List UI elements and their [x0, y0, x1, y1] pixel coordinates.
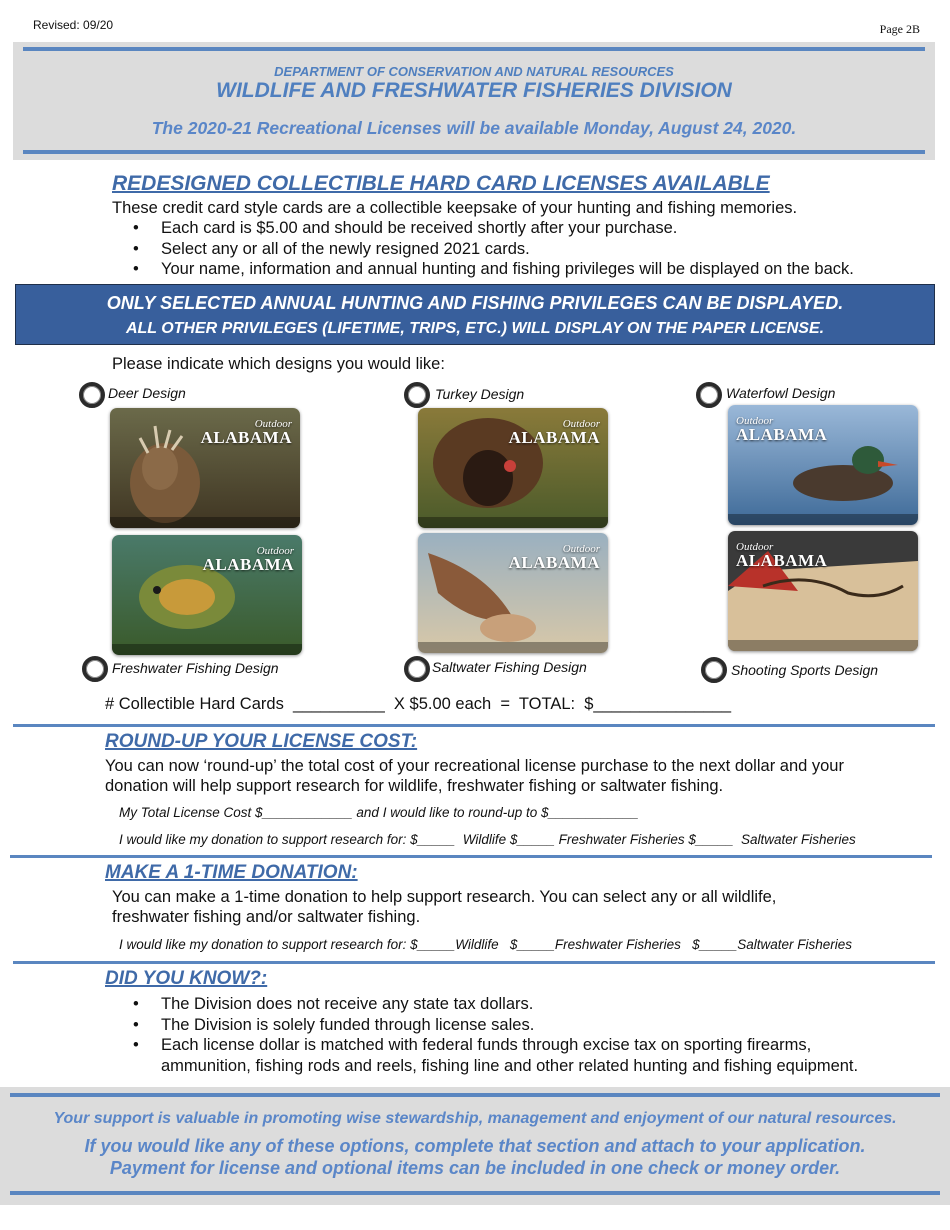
- revised-date: Revised: 09/20: [33, 18, 114, 32]
- footer-line-1: Your support is valuable in promoting wise stewardship, management and enjoyment of our natural resources.: [53, 1110, 897, 1127]
- turkey-design-radio[interactable]: [404, 382, 430, 408]
- waterfowl-design-radio[interactable]: [696, 382, 722, 408]
- roundup-cost-line[interactable]: My Total License Cost $____________ and I would like to round-up to $____________: [119, 805, 639, 820]
- list-item: • The Division does not receive any state tax dollars.: [113, 994, 858, 1015]
- roundup-text-1: You can now ‘round-up’ the total cost of your recreational license purchase to the next dollar and your: [105, 757, 844, 775]
- card-strip: [418, 642, 608, 653]
- deer-card-image: [110, 408, 300, 528]
- footer-line-3: Payment for license and optional items can be included in one check or money order.: [109, 1158, 841, 1178]
- header-bottom-rule: [23, 150, 925, 154]
- saltwater-card-image: [418, 533, 608, 653]
- department-title: DEPARTMENT OF CONSERVATION AND NATURAL RESOURCES: [274, 64, 674, 79]
- divider: [10, 855, 932, 858]
- card-strip: [418, 517, 608, 528]
- list-item: • Each license dollar is matched with federal funds through excise tax on sporting firearms,: [113, 1035, 858, 1056]
- card-brand: Outdoor ALABAMA: [508, 418, 600, 447]
- donation-title: MAKE A 1-TIME DONATION:: [105, 862, 358, 883]
- header-top-rule: [23, 47, 925, 51]
- redesigned-bullets: [113, 218, 854, 280]
- card-strip: [728, 640, 918, 651]
- card-strip: [112, 644, 302, 655]
- availability-notice: The 2020-21 Recreational Licenses will be available Monday, August 24, 2020.: [151, 118, 797, 138]
- division-title: WILDLIFE AND FRESHWATER FISHERIES DIVISION: [216, 79, 732, 102]
- footer-line-2: If you would like any of these options, complete that section and attach to your application.: [84, 1136, 866, 1156]
- list-item: • The Division is solely funded through license sales.: [113, 1015, 858, 1036]
- deer-design-radio[interactable]: [79, 382, 105, 408]
- card-brand: Outdoor ALABAMA: [200, 418, 292, 447]
- turkey-card-image: [418, 408, 608, 528]
- donation-text-1: You can make a 1-time donation to help support research. You can select any or all wildlife,: [112, 888, 777, 906]
- freshwater-design-radio[interactable]: [82, 656, 108, 682]
- notice-line-1: ONLY SELECTED ANNUAL HUNTING AND FISHING PRIVILEGES CAN BE DISPLAYED.: [106, 293, 844, 313]
- shooting-card-image: [728, 531, 918, 651]
- card-brand: Outdoor ALABAMA: [736, 541, 828, 570]
- hard-card-total-line[interactable]: # Collectible Hard Cards __________ X $5.00 each = TOTAL: $_______________: [105, 695, 732, 713]
- saltwater-design-label: Saltwater Fishing Design: [432, 659, 587, 675]
- deer-design-label: Deer Design: [108, 385, 186, 401]
- redesigned-title: REDESIGNED COLLECTIBLE HARD CARD LICENSES AVAILABLE: [112, 172, 770, 195]
- notice-line-2: ALL OTHER PRIVILEGES (LIFETIME, TRIPS, ETC.) WILL DISPLAY ON THE PAPER LICENSE.: [125, 320, 825, 337]
- footer-bottom-rule: [10, 1191, 940, 1195]
- card-strip: [728, 514, 918, 525]
- privileges-notice: [15, 284, 935, 345]
- shooting-design-radio[interactable]: [701, 657, 727, 683]
- header-banner: [13, 42, 935, 160]
- page-number: Page 2B: [879, 22, 920, 36]
- divider: [13, 724, 935, 727]
- list-item-continuation: ammunition, fishing rods and reels, fishing line and other related hunting and fishing equipment.: [161, 1056, 859, 1075]
- footer-banner: [0, 1087, 950, 1205]
- list-item: • Each card is $5.00 and should be received shortly after your purchase.: [113, 218, 854, 239]
- didyouknow-bullets: [113, 994, 858, 1076]
- donation-line[interactable]: I would like my donation to support research for: $_____Wildlife $_____Freshwater Fisheries $_____Saltwater Fisheries: [119, 937, 853, 952]
- card-brand: Outdoor ALABAMA: [202, 545, 294, 574]
- didyouknow-title: DID YOU KNOW?:: [105, 968, 268, 989]
- divider: [13, 961, 935, 964]
- roundup-text-2: donation will help support research for wildlife, freshwater fishing or saltwater fishing.: [105, 777, 724, 795]
- card-strip: [110, 517, 300, 528]
- turkey-design-label: Turkey Design: [435, 386, 525, 402]
- card-brand: Outdoor ALABAMA: [736, 415, 828, 444]
- shooting-design-label: Shooting Sports Design: [731, 662, 879, 678]
- freshwater-design-label: Freshwater Fishing Design: [112, 660, 279, 676]
- redesigned-intro: These credit card style cards are a collectible keepsake of your hunting and fishing memories.: [112, 199, 798, 217]
- list-item: • Select any or all of the newly resigned 2021 cards.: [113, 239, 854, 260]
- footer-top-rule: [10, 1093, 940, 1097]
- saltwater-design-radio[interactable]: [404, 656, 430, 682]
- roundup-title: ROUND-UP YOUR LICENSE COST:: [105, 731, 418, 752]
- waterfowl-card-image: [728, 405, 918, 525]
- designs-prompt: Please indicate which designs you would like:: [112, 355, 445, 373]
- card-brand: Outdoor ALABAMA: [508, 543, 600, 572]
- freshwater-card-image: [112, 535, 302, 655]
- donation-text-2: freshwater fishing and/or saltwater fishing.: [112, 908, 421, 926]
- waterfowl-design-label: Waterfowl Design: [726, 385, 836, 401]
- roundup-donation-line[interactable]: I would like my donation to support research for: $_____ Wildlife $_____ Freshwater Fisheries $_____ Saltwater Fisheries: [119, 832, 856, 847]
- list-item: • Your name, information and annual hunting and fishing privileges will be displayed on the back.: [113, 259, 854, 280]
